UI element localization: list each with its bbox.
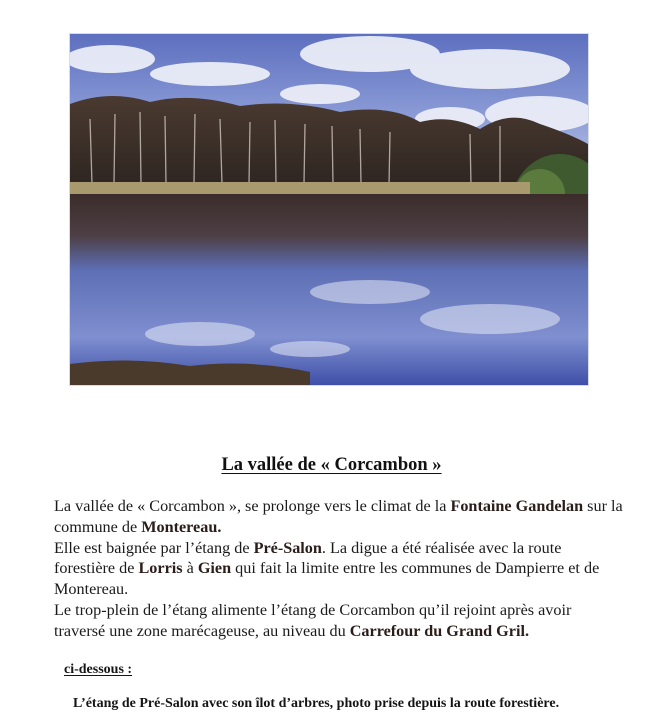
page-title: La vallée de « Corcambon » [221,455,442,475]
photo-caption: L’étang de Pré-Salon avec son îlot d’arbres, photo prise depuis la route forestière. [73,696,560,711]
paragraph: Le trop-plein de l’étang alimente l’étang de Corcambon qu’il rejoint après avoir traversé une zone marécageuse, au niveau du Carrefour du Grand Gril. [54,600,572,640]
paragraph: Elle est baignée par l’étang de Pré-Salon. La digue a été réalisée avec la route forestière de Lorris à Gien qui fait la limite entre les communes de Dampierre et de Montereau. [54,538,600,599]
paragraph: La vallée de « Corcambon », se prolonge vers le climat de la Fontaine Gandelan sur la commune de Montereau. [54,497,623,536]
pond-photo [70,34,588,385]
caption-heading: ci-dessous : [64,662,133,677]
body-text [54,496,624,642]
landscape-illustration [70,34,588,385]
